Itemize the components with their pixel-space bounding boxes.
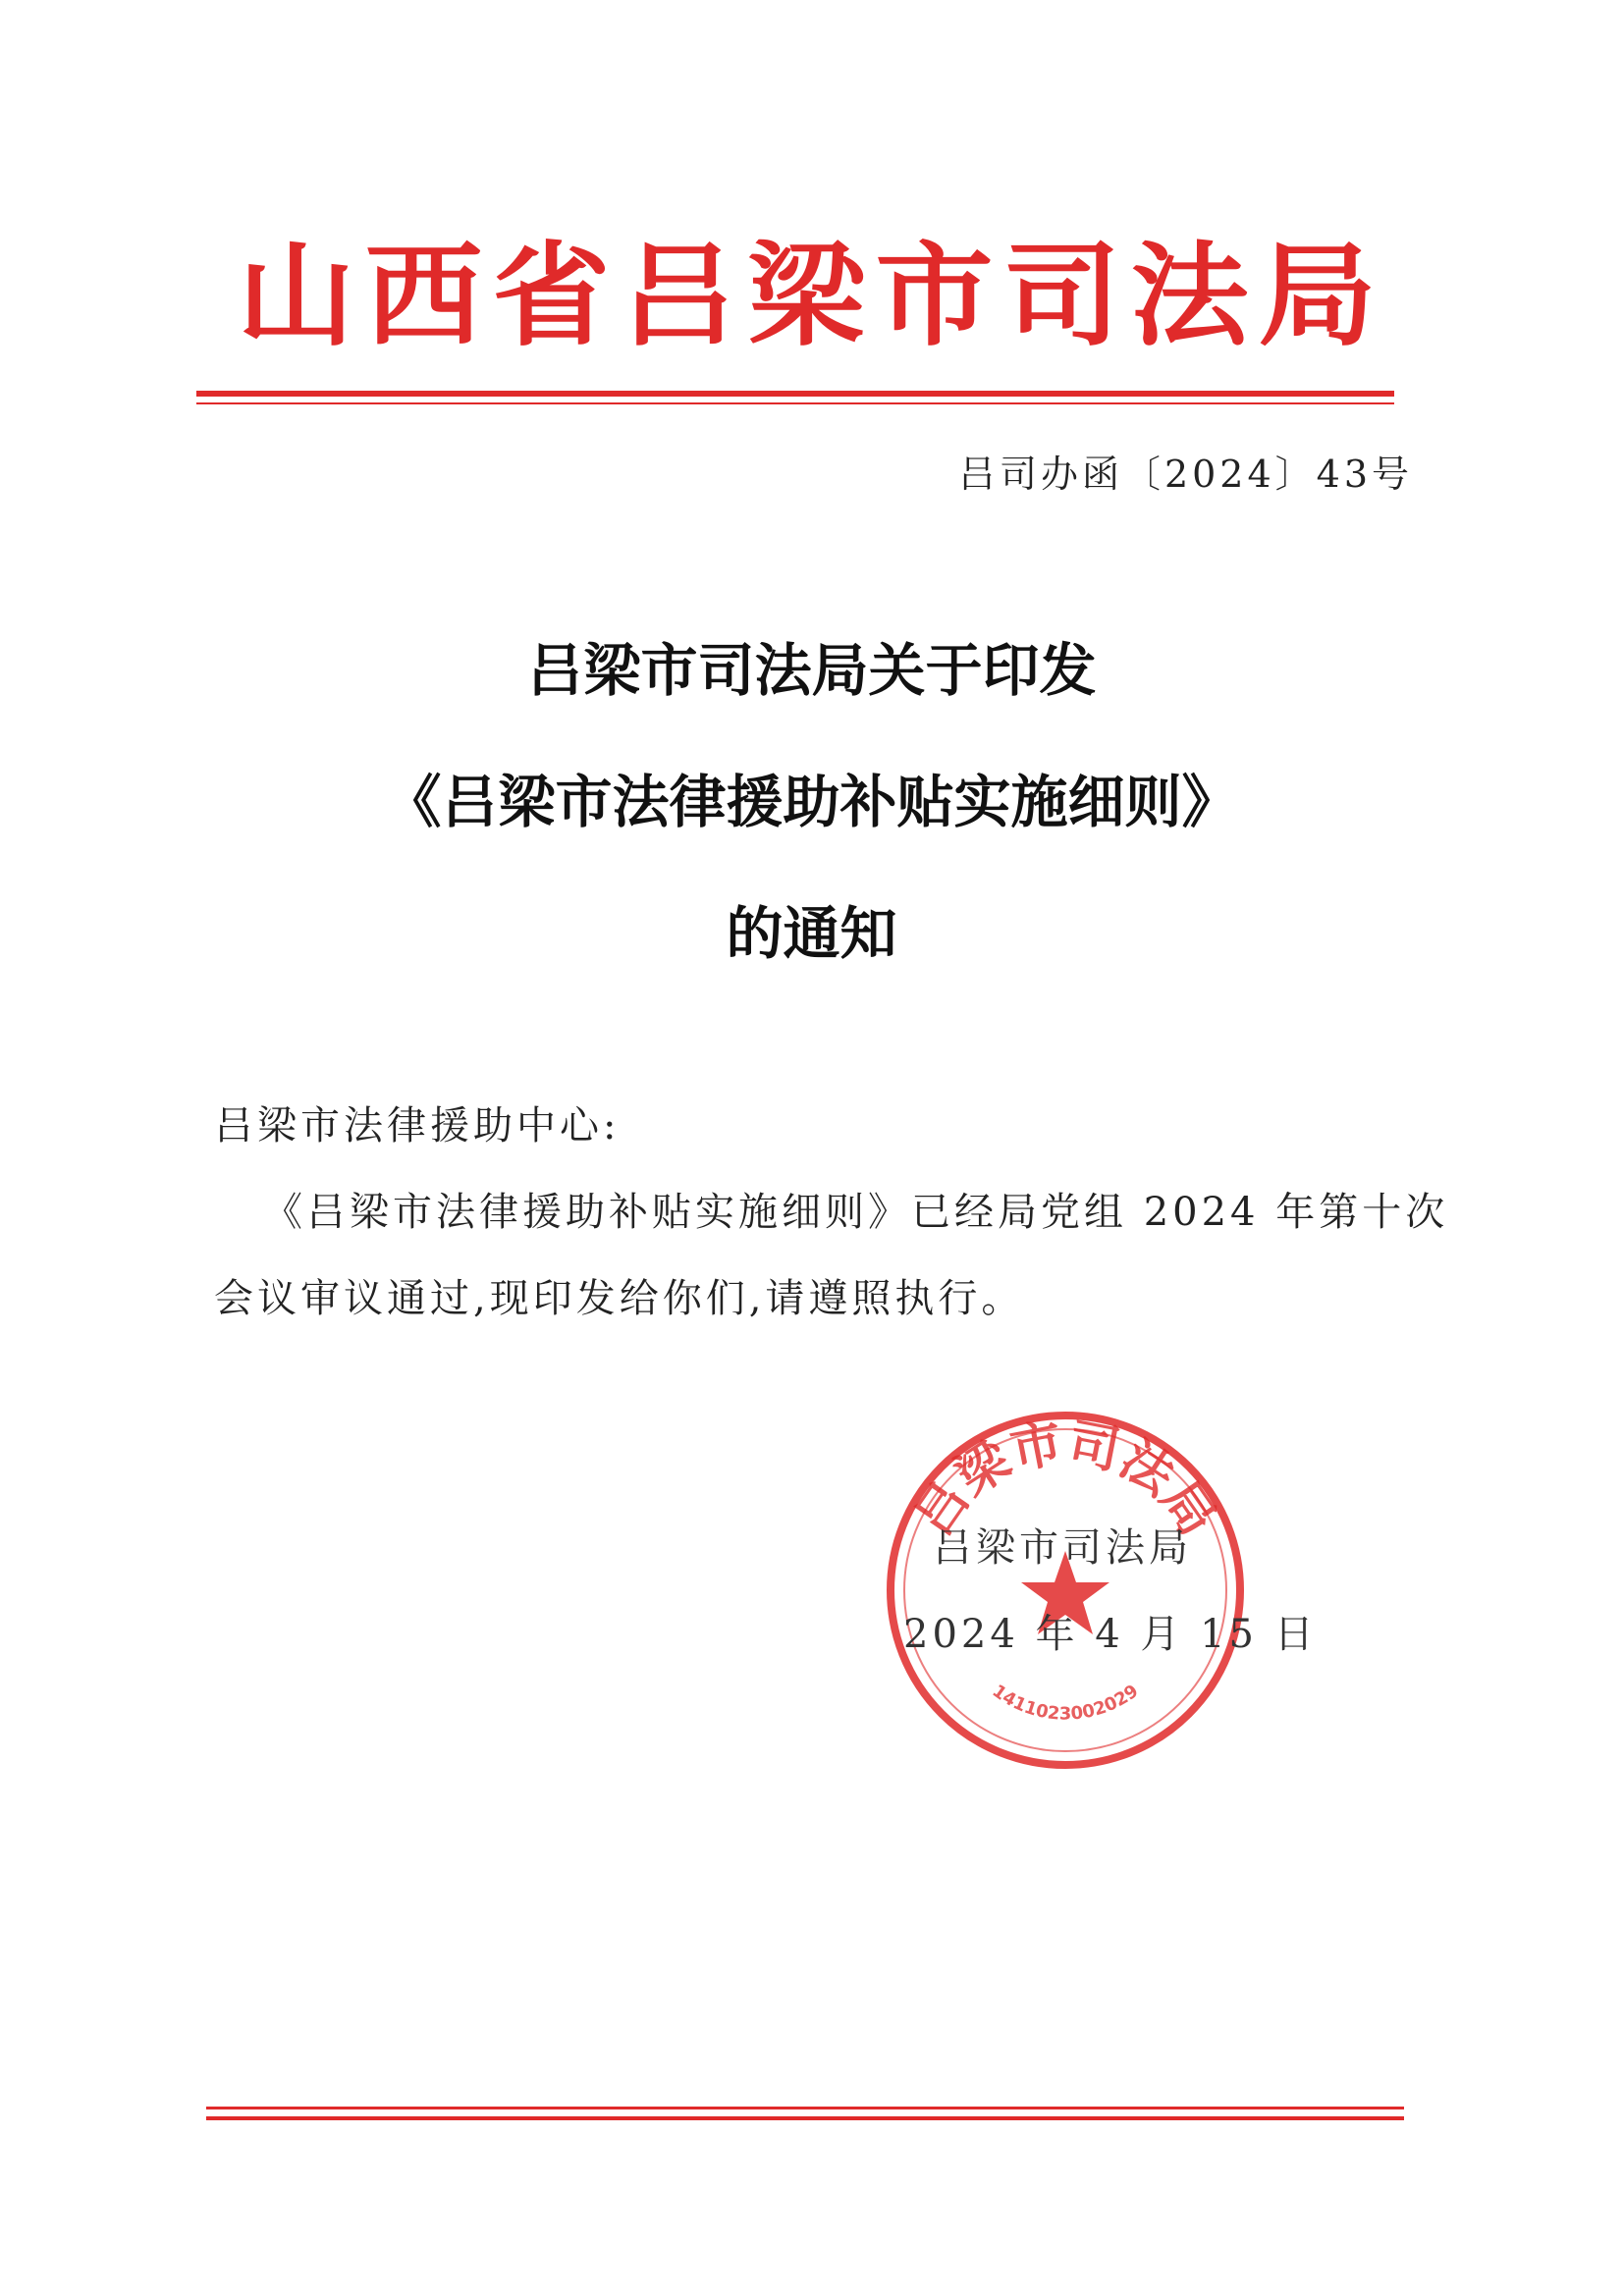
org-header-title: 山西省吕梁市司法局 — [237, 230, 1386, 362]
seal-text: 吕梁市司法局 — [902, 1413, 1228, 1547]
issuer-name: 吕梁市司法局 — [933, 1525, 1192, 1571]
issue-date: 2024 年 4 月 15 日 — [903, 1612, 1318, 1657]
seal-code: 1411023002029 — [988, 1681, 1143, 1725]
body-paragraph-line-1: 《吕梁市法律援助补贴实施细则》已经局党组 2024 年第十次 — [263, 1190, 1449, 1235]
header-rule-thin — [196, 402, 1394, 404]
doc-title-line-1: 吕梁市司法局关于印发 — [526, 637, 1097, 704]
header-rule-thick — [196, 391, 1394, 397]
footer-rule-top — [206, 2107, 1404, 2109]
body-paragraph-line-2: 会议审议通过,现印发给你们,请遵照执行。 — [214, 1276, 1025, 1321]
addressee: 吕梁市法律援助中心: — [214, 1103, 621, 1148]
document-number: 吕司办函〔2024〕43号 — [957, 453, 1413, 496]
official-seal — [879, 1404, 1252, 1777]
footer-rule-bottom — [206, 2116, 1404, 2120]
doc-title-line-3: 的通知 — [726, 900, 897, 967]
doc-title-line-2: 《吕梁市法律援助补贴实施细则》 — [384, 769, 1239, 835]
